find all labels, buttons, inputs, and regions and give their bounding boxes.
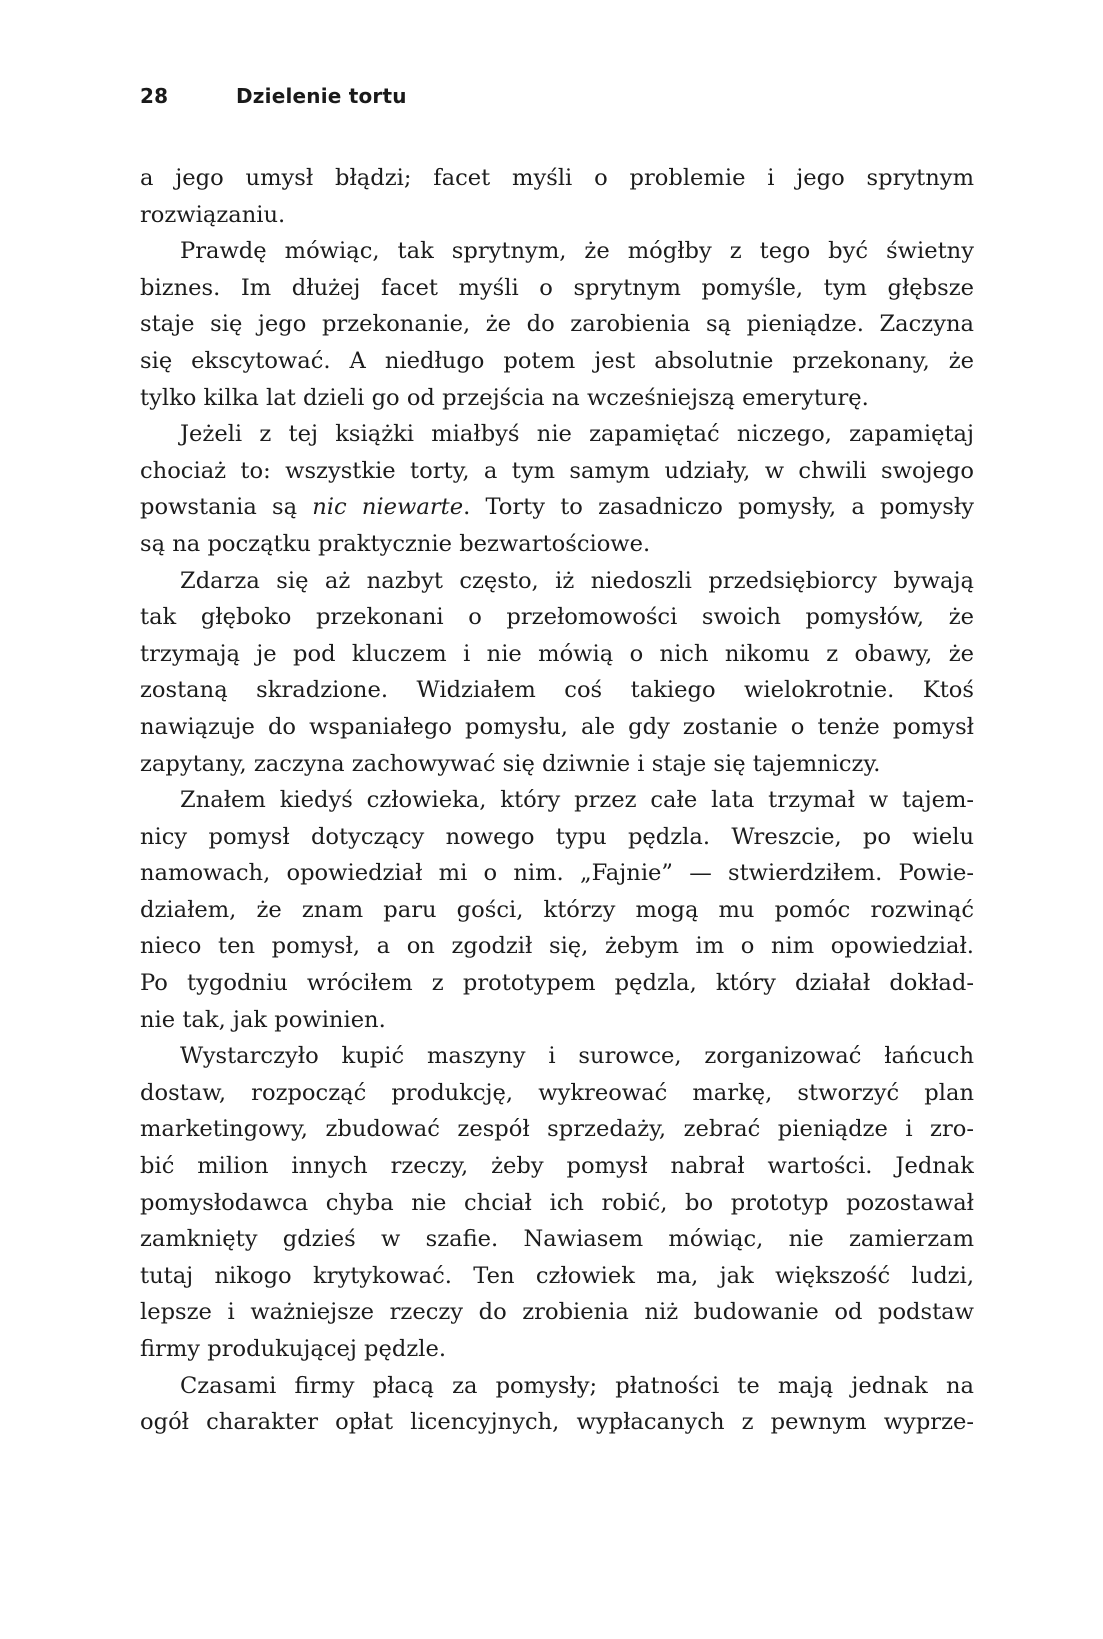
page-number: 28	[140, 84, 169, 108]
text-line: lepsze i ważniejsze rzeczy do zrobienia niż budowanie od podstaw	[140, 1299, 974, 1326]
text-line: ogół charakter opłat licencyjnych, wypłacanych z pewnym wyprze-	[140, 1409, 974, 1436]
text-segment: powstania są	[140, 494, 298, 521]
text-line: staje się jego przekonanie, że do zarobienia są pieniądze. Zaczyna	[140, 311, 974, 338]
text-line-mixed	[140, 489, 974, 526]
text-line: tylko kilka lat dzieli go od przejścia na wcześniejszą emeryturę.	[140, 384, 869, 411]
text-line: tutaj nikogo krytykować. Ten człowiek ma, jak większość ludzi,	[140, 1262, 974, 1289]
running-head	[140, 84, 407, 108]
text-line: rozwiązaniu.	[140, 201, 286, 228]
text-line: firmy produkującej pędzle.	[140, 1336, 447, 1362]
text-line: zamknięty gdzieś w szafie. Nawiasem mówiąc, nie zamierzam	[140, 1226, 974, 1253]
text-line: a jego umysł błądzi; facet myśli o problemie i jego sprytnym	[140, 165, 974, 191]
text-line: są na początku praktycznie bezwartościowe.	[140, 530, 651, 557]
body-text	[140, 160, 974, 1441]
text-line: Czasami firmy płacą za pomysły; płatności te mają jednak na	[180, 1372, 974, 1399]
text-line: Po tygodniu wróciłem z prototypem pędzla, który działał dokład-	[140, 970, 974, 997]
text-line: dostaw, rozpocząć produkcję, wykreować markę, stworzyć plan	[140, 1079, 974, 1106]
text-line: pomysłodawca chyba nie chciał ich robić, bo prototyp pozostawał	[140, 1189, 974, 1216]
text-line: działem, że znam paru gości, którzy mogą mu pomóc rozwinąć	[140, 896, 974, 923]
text-line: chociaż to: wszystkie torty, a tym samym udziały, w chwili swojego	[140, 457, 974, 484]
text-line: marketingowy, zbudować zespół sprzedaży, zebrać pieniądze i zro-	[140, 1116, 974, 1143]
text-line: się ekscytować. A niedługo potem jest absolutnie przekonany, że	[140, 347, 974, 374]
text-line: biznes. Im dłużej facet myśli o sprytnym pomyśle, tym głębsze	[140, 274, 974, 301]
text-line: nieco ten pomysł, a on zgodził się, żebym im o nim opowiedział.	[140, 933, 974, 960]
text-line: Jeżeli z tej książki miałbyś nie zapamiętać niczego, zapamiętaj	[180, 421, 974, 448]
text-line: zapytany, zaczyna zachowywać się dziwnie i staje się tajemniczy.	[140, 750, 881, 777]
text-line: nawiązuje do wspaniałego pomysłu, ale gdy zostanie o tenże pomysł	[140, 713, 974, 740]
text-line: bić milion innych rzeczy, żeby pomysł nabrał wartości. Jednak	[140, 1153, 974, 1180]
text-line: Wystarczyło kupić maszyny i surowce, zorganizować łańcuch	[180, 1043, 974, 1070]
text-segment: . Torty to zasadniczo pomysły, a pomysły	[463, 494, 974, 521]
text-line: tak głęboko przekonani o przełomowości swoich pomysłów, że	[140, 604, 974, 631]
text-line: trzymają je pod kluczem i nie mówią o nich nikomu z obawy, że	[140, 640, 974, 667]
text-line: namowach, opowiedział mi o nim. „Fajnie” — stwierdziłem. Powie-	[140, 860, 974, 887]
text-line: Zdarza się aż nazbyt często, iż niedoszli przedsiębiorcy bywają	[180, 567, 974, 594]
italic-emphasis: nic niewarte	[312, 494, 464, 521]
text-line: nicy pomysł dotyczący nowego typu pędzla. Wreszcie, po wielu	[140, 823, 974, 850]
text-line: nie tak, jak powinien.	[140, 1006, 386, 1033]
running-title: Dzielenie tortu	[236, 84, 407, 108]
text-line: zostaną skradzione. Widziałem coś takiego wielokrotnie. Ktoś	[140, 677, 974, 704]
text-line: Prawdę mówiąc, tak sprytnym, że mógłby z tego być świetny	[180, 238, 974, 265]
text-line: Znałem kiedyś człowieka, który przez całe lata trzymał w tajem-	[180, 787, 974, 814]
